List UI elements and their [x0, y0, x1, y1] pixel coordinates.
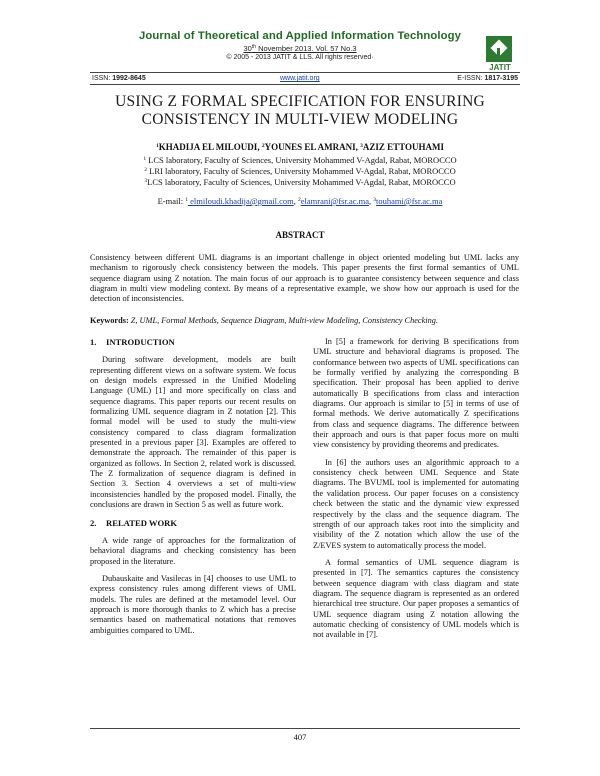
- keywords: Keywords: Z, UML, Formal Methods, Sequence Diagram, Multi-view Modeling, Consistency Checking.: [90, 316, 438, 325]
- issn-electronic: E-ISSN: 1817-3195: [457, 75, 518, 82]
- issue-day: 30th November 2013. Vol. 57 No.3: [243, 44, 357, 53]
- header-rule-bottom: [90, 84, 520, 85]
- journal-website-link[interactable]: www.jatit.org: [280, 75, 320, 82]
- author-name: YOUNES EL AMRANI,: [264, 142, 361, 152]
- footer-rule: [90, 728, 520, 729]
- journal-copyright: © 2005 - 2013 JATIT & LLS. All rights reserved·: [226, 54, 374, 61]
- section-heading-introduction: 1. INTRODUCTION: [90, 337, 175, 347]
- paragraph: Dubauskaite and Vasilecas in [4] chooses to use UML to express consistency rules among different views of UML models. The rules are defined at the metamodel level. Our approach is more thorough thanks to Z which has a precise semantics based on mathematical notations that removes ambiguities compared to UML.: [90, 573, 296, 635]
- left-column: [90, 337, 296, 643]
- email-link[interactable]: touhami@fsr.ac.ma: [376, 196, 443, 206]
- logo-text: JATIT: [489, 63, 511, 72]
- author-list: $^1$KHADIJA EL MILOUDI, $^2$YOUNES EL AMRANI, $^3$AZIZ ETTOUHAMI: [156, 142, 444, 152]
- abstract-text: Consistency between different UML diagrams is an important challenge in object oriented modeling but UML lacks any mechanism to rigorously check consistency between the models. This paper presents the first formal semantics of UML sequence diagram using Z notation. The main focus of our approach is to guarantee consistency between sequence and class diagram in multi view modeling context. By means of a representative example, we show how our approach is used for the detection of inconsistencies.: [90, 253, 519, 304]
- affiliation-line: $^1$ LCS laboratory, Faculty of Sciences, University Mohammed V-Agdal, Rabat, MOROCCO: [143, 155, 457, 165]
- paragraph: A wide range of approaches for the formalization of behavioral diagrams and checking consistency has been proposed in the literature.: [90, 535, 296, 566]
- author-name: KHADIJA EL MILOUDI,: [158, 142, 262, 152]
- paragraph: A formal semantics of UML sequence diagram is presented in [7]. The semantics captures the consistency between sequence diagram with class diagram and state diagram. The sequence diagram is represented as an ordered hierarchical tree structure. Our paper proposes a semantics of UML sequence diagram using Z notation allowing the automatic checking of consistency of UML models which is not available in [7].: [313, 557, 519, 640]
- jatit-logo: [483, 36, 517, 74]
- header-rule-top: [90, 72, 520, 73]
- journal-title: Journal of Theoretical and Applied Information Technology: [138, 30, 462, 42]
- affiliation-line: $^2$ LRI laboratory, Faculty of Sciences, University Mohammed V-Agdal, Rabat, MOROCCO: [144, 165, 456, 176]
- right-column: [313, 337, 519, 648]
- author-emails: E-mail: $^1$ elmiloudi.khadija@gmail.com, $^2$elamrani@fsr.ac.ma, $^3$touhami@fsr.ac.ma: [157, 196, 443, 206]
- author-name: AZIZ ETTOUHAMI: [362, 142, 444, 152]
- abstract-heading: ABSTRACT: [275, 230, 325, 240]
- email-link[interactable]: elmiloudi.khadija@gmail.com: [187, 196, 294, 206]
- paragraph: In [6] the authors uses an algorithmic approach to a consistency check between UML Sequence and State diagrams. The BVUML tool is implemented for automating the validation process. Our paper focuses on a consistency check between the static and the dynamic view expressed respectively by the class and the sequence diagram. The strength of our approach takes root into the simplicity and visibility of the Z notation which allow the use of the Z/EVES system to automatically process the model.: [313, 457, 519, 550]
- section-heading-related-work: 2. RELATED WORK: [90, 517, 178, 528]
- affiliations: [60, 155, 540, 187]
- email-link[interactable]: elamrani@fsr.ac.ma: [300, 196, 370, 206]
- paper-title: USING Z FORMAL SPECIFICATION FOR ENSURING CONSISTENCY IN MULTI-VIEW MODELING: [115, 93, 485, 128]
- paragraph: During software development, models are built representing different views on a software system. We focus on design models expressed in the Unified Modeling Language (UML) [1] and more specifically on class and sequence diagrams. This paper reports our recent results on formalizing UML sequence diagram in Z notation [2]. This formal model will be used to study the multi-view consistency compared to class diagram formalization presented in a previous paper [3]. Examples are offered to demonstrate the approach. The remainder of this paper is organized as follows. In Section 2, related work is discussed. The Z formalization of sequence diagram is defined in Section 3. Section 4 overviews a set of multi-view inconsistencies handled by the proposed model. Finally, the conclusions are drawn in Section 5 as well as future work.: [90, 355, 296, 510]
- page-number: 407: [293, 732, 307, 742]
- affiliation-line: $^3$LCS laboratory, Faculty of Sciences, University Mohammed V-Agdal, Rabat, MOROCCO: [144, 176, 456, 187]
- issn-print: ISSN: 1992-8645: [92, 75, 146, 82]
- paragraph: In [5] a framework for deriving B specifications from UML structure and behavioral diagrams is proposed. The conformance between two aspects of UML specifications can be formally verified by analyzing the corresponding B specification. Their proposal has been applied to derive automatically B specifications from class and interaction diagrams. Our approach is similar to [5] in terms of use of formal methods. We derive automatically Z specifications from class and sequence diagrams. The difference between their approach and ours is that paper focus more on multi view consistency by providing theorems and predicates.: [313, 337, 519, 450]
